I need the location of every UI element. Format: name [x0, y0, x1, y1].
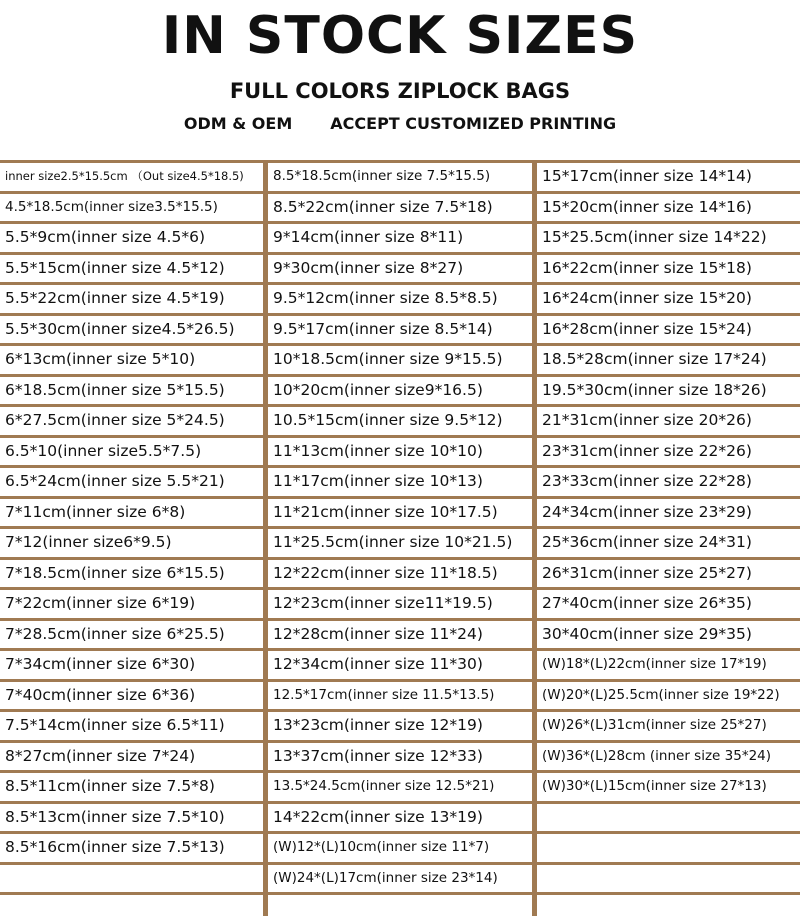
size-cell: (W)18*(L)22cm(inner size 17*19): [537, 651, 800, 682]
size-column-2: [268, 160, 532, 916]
size-cell: (W)12*(L)10cm(inner size 11*7): [268, 834, 532, 865]
size-cell: [0, 865, 263, 896]
size-cell: 10*20cm(inner size9*16.5): [268, 377, 532, 408]
size-cell: 7*34cm(inner size 6*30): [0, 651, 263, 682]
size-cell: 11*13cm(inner size 10*10): [268, 438, 532, 469]
size-cell: 10*18.5cm(inner size 9*15.5): [268, 346, 532, 377]
size-cell: (W)20*(L)25.5cm(inner size 19*22): [537, 682, 800, 713]
size-cell: 6*27.5cm(inner size 5*24.5): [0, 407, 263, 438]
size-cell: 6.5*24cm(inner size 5.5*21): [0, 468, 263, 499]
size-cell: 12*22cm(inner size 11*18.5): [268, 560, 532, 591]
size-cell: 6.5*10(inner size5.5*7.5): [0, 438, 263, 469]
size-cell: 7*12(inner size6*9.5): [0, 529, 263, 560]
size-cell: 25*36cm(inner size 24*31): [537, 529, 800, 560]
size-cell: 14*22cm(inner size 13*19): [268, 804, 532, 835]
size-cell: 12*23cm(inner size11*19.5): [268, 590, 532, 621]
size-cell: 4.5*18.5cm(inner size3.5*15.5): [0, 194, 263, 225]
size-column-3: [537, 160, 800, 916]
size-cell: 19.5*30cm(inner size 18*26): [537, 377, 800, 408]
size-cell: 7*28.5cm(inner size 6*25.5): [0, 621, 263, 652]
size-cell: 12*34cm(inner size 11*30): [268, 651, 532, 682]
size-cell: 23*31cm(inner size 22*26): [537, 438, 800, 469]
size-cell: 9.5*17cm(inner size 8.5*14): [268, 316, 532, 347]
size-cell: [537, 834, 800, 865]
size-cell: 9.5*12cm(inner size 8.5*8.5): [268, 285, 532, 316]
size-cell: 5.5*15cm(inner size 4.5*12): [0, 255, 263, 286]
size-cell: 15*20cm(inner size 14*16): [537, 194, 800, 225]
size-cell: 5.5*30cm(inner size4.5*26.5): [0, 316, 263, 347]
size-cell: 7.5*14cm(inner size 6.5*11): [0, 712, 263, 743]
size-cell: 11*17cm(inner size 10*13): [268, 468, 532, 499]
size-cell: [537, 865, 800, 896]
size-cell: 13*37cm(inner size 12*33): [268, 743, 532, 774]
size-cell: inner size2.5*15.5cm （Out size4.5*18.5): [0, 163, 263, 194]
size-cell: 23*33cm(inner size 22*28): [537, 468, 800, 499]
size-cell: 6*13cm(inner size 5*10): [0, 346, 263, 377]
size-cell: 7*11cm(inner size 6*8): [0, 499, 263, 530]
size-cell: (W)26*(L)31cm(inner size 25*27): [537, 712, 800, 743]
size-cell: 8.5*18.5cm(inner size 7.5*15.5): [268, 163, 532, 194]
size-cell: 21*31cm(inner size 20*26): [537, 407, 800, 438]
size-cell: 13*23cm(inner size 12*19): [268, 712, 532, 743]
size-table: [0, 160, 800, 916]
size-cell: 18.5*28cm(inner size 17*24): [537, 346, 800, 377]
size-cell: 5.5*9cm(inner size 4.5*6): [0, 224, 263, 255]
size-cell: 8.5*11cm(inner size 7.5*8): [0, 773, 263, 804]
size-cell: 13.5*24.5cm(inner size 12.5*21): [268, 773, 532, 804]
size-cell: 27*40cm(inner size 26*35): [537, 590, 800, 621]
page-title: IN STOCK SIZES: [161, 6, 639, 66]
size-cell: (W)36*(L)28cm (inner size 35*24): [537, 743, 800, 774]
size-cell: 8.5*16cm(inner size 7.5*13): [0, 834, 263, 865]
tagline: [0, 114, 800, 134]
page-header: [0, 0, 800, 160]
size-cell: 7*22cm(inner size 6*19): [0, 590, 263, 621]
size-cell: 10.5*15cm(inner size 9.5*12): [268, 407, 532, 438]
tagline-odm-oem: ODM & OEM: [183, 114, 293, 133]
size-cell: 7*40cm(inner size 6*36): [0, 682, 263, 713]
size-cell: 8.5*22cm(inner size 7.5*18): [268, 194, 532, 225]
size-cell: 16*22cm(inner size 15*18): [537, 255, 800, 286]
size-cell: 8.5*13cm(inner size 7.5*10): [0, 804, 263, 835]
size-cell: 9*30cm(inner size 8*27): [268, 255, 532, 286]
size-cell: 24*34cm(inner size 23*29): [537, 499, 800, 530]
size-cell: (W)24*(L)17cm(inner size 23*14): [268, 865, 532, 896]
size-cell: 16*24cm(inner size 15*20): [537, 285, 800, 316]
size-cell: 30*40cm(inner size 29*35): [537, 621, 800, 652]
size-cell: 5.5*22cm(inner size 4.5*19): [0, 285, 263, 316]
size-cell: 9*14cm(inner size 8*11): [268, 224, 532, 255]
size-cell: 26*31cm(inner size 25*27): [537, 560, 800, 591]
size-cell: 12.5*17cm(inner size 11.5*13.5): [268, 682, 532, 713]
size-cell: 7*18.5cm(inner size 6*15.5): [0, 560, 263, 591]
size-cell: 15*25.5cm(inner size 14*22): [537, 224, 800, 255]
size-cell: 8*27cm(inner size 7*24): [0, 743, 263, 774]
page-subtitle: FULL COLORS ZIPLOCK BAGS: [229, 79, 571, 103]
size-cell: 6*18.5cm(inner size 5*15.5): [0, 377, 263, 408]
size-cell: 16*28cm(inner size 15*24): [537, 316, 800, 347]
size-column-1: [0, 160, 263, 916]
size-cell: 11*25.5cm(inner size 10*21.5): [268, 529, 532, 560]
size-cell: [537, 804, 800, 835]
size-cell: 11*21cm(inner size 10*17.5): [268, 499, 532, 530]
tagline-customized-printing: ACCEPT CUSTOMIZED PRINTING: [330, 114, 617, 133]
size-cell: 15*17cm(inner size 14*14): [537, 163, 800, 194]
size-cell: (W)30*(L)15cm(inner size 27*13): [537, 773, 800, 804]
size-cell: 12*28cm(inner size 11*24): [268, 621, 532, 652]
